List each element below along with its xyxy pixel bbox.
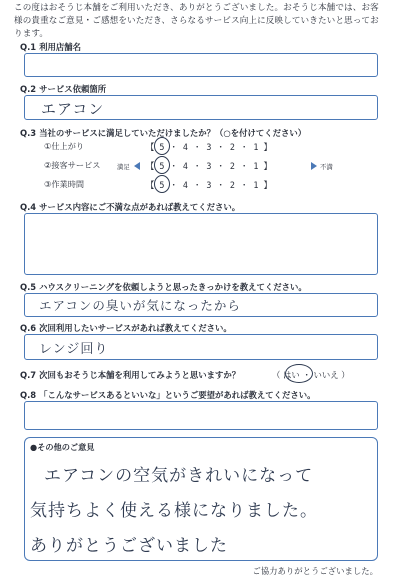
satisfied-label: 満足 [117,163,130,171]
q2-handwritten-answer: エアコン [41,100,105,118]
q7-label [20,369,240,381]
q3-row-finish-selected-circle [154,137,170,155]
q5-handwritten-answer: エアコンの臭いが気になったから [39,298,241,313]
q5-question: ハウスクリーニングを依頼しようと思ったきっかけを教えてください。 [39,282,307,292]
other-opinion-line-1: エアコンの空気がきれいになって [44,466,314,486]
q5-label [20,281,307,293]
q5-number: Q.5 [20,282,37,292]
q6-question: 次回利用したいサービスがあれば教えてください。 [39,323,232,333]
left-arrow-icon [134,162,140,170]
other-opinions-heading: ●その他のご意見 [30,442,95,452]
q6-answer-field[interactable] [24,334,378,360]
q8-number: Q.8 [20,390,37,400]
q5-answer-field[interactable] [24,293,378,317]
q4-question: サービス内容にご不満な点があれば教えてください。 [39,202,241,212]
q1-question: 利用店舗名 [39,42,82,52]
q3-row-finish-label: ①仕上がり [44,141,85,151]
q3-row-finish-scale[interactable]: 【 5 ・ 4 ・ 3 ・ 2 ・ 1 】 [146,142,272,152]
q4-label [20,201,240,213]
q3-row-time-scale[interactable]: 【 5 ・ 4 ・ 3 ・ 2 ・ 1 】 [146,180,272,190]
q7-options[interactable]: （ はい ・ いいえ ） [272,370,350,380]
q1-label [20,41,81,53]
intro-text: この度はおそうじ本舗をご利用いただき、ありがとうございました。おそうじ本舗では、お客様の貴重なご意見・ご感想をいただき、さらなるサービス向上に反映していきたいと思っております。 [14,3,379,39]
q3-row-time-selected-circle [154,175,170,193]
q6-handwritten-answer: レンジ回り [39,342,109,357]
q3-row-service-scale[interactable]: 【 5 ・ 4 ・ 3 ・ 2 ・ 1 】 [146,161,272,171]
q7-selected-circle [285,364,313,383]
q2-number: Q.2 [20,84,37,94]
q1-answer-field[interactable] [24,53,378,77]
unsatisfied-label: 不満 [320,163,333,171]
q2-question: サービス依頼箇所 [39,84,107,94]
q2-label [20,83,106,95]
right-arrow-icon [311,162,317,170]
q3-row-service-label: ②接客サービス [44,160,101,170]
q1-number: Q.1 [20,42,37,52]
q8-label [20,389,316,401]
q6-label [20,322,232,334]
q2-answer-field[interactable] [24,95,378,120]
q8-answer-field[interactable] [24,401,378,430]
other-opinion-line-3: ありがとうございました [30,536,228,556]
q4-number: Q.4 [20,202,37,212]
q4-answer-field[interactable] [24,213,378,275]
q3-number: Q.3 [20,128,37,138]
q6-number: Q.6 [20,323,37,333]
q8-question: 「こんなサービスあるといいな」というご要望があれば教えてください。 [39,390,316,400]
q7-number: Q.7 [20,370,37,380]
q3-row-time-label: ③作業時間 [44,179,85,189]
other-opinion-line-2: 気持ちよく使える様になりました。 [30,501,318,521]
q7-question: 次回もおそうじ本舗を利用してみようと思いますか？ [39,370,241,380]
footer-thanks: ご協力ありがとうございました。 [252,566,378,576]
q3-row-service-selected-circle [154,156,170,174]
q3-question: 当社のサービスに満足していただけましたか？（○を付けてください） [39,128,307,138]
